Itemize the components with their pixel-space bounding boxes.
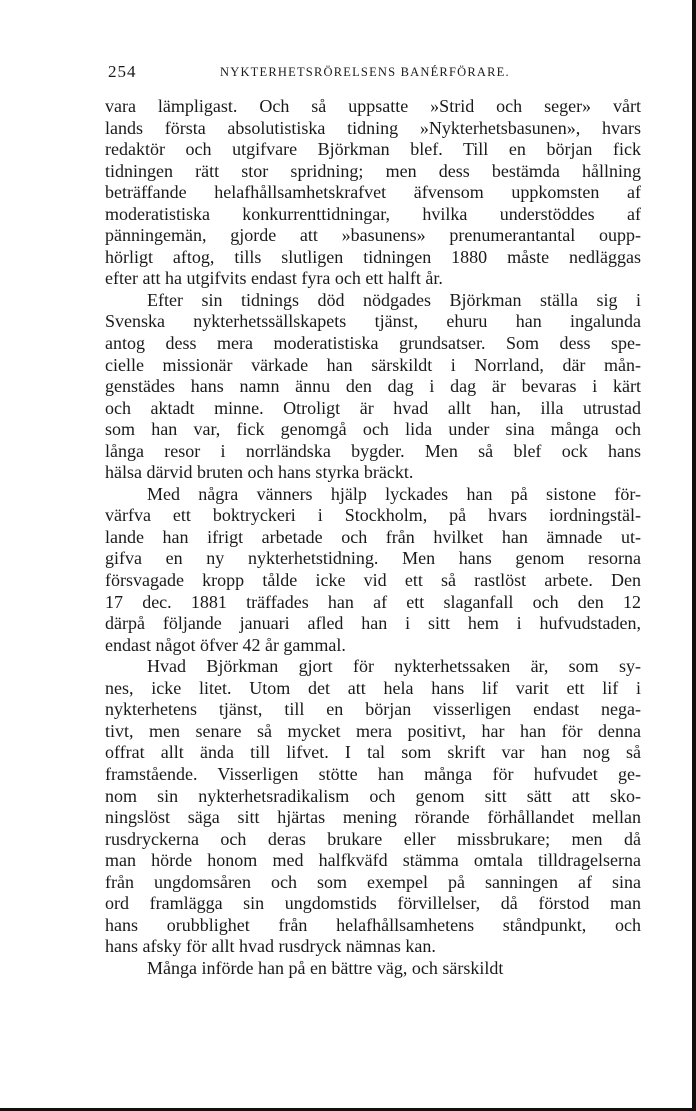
text-line: antog dess mera moderatistiska grundsatser. Som dess spe- — [105, 333, 641, 354]
text-line: nom sin nykterhetsradikalism och genom sitt sätt att sko- — [105, 785, 641, 806]
text-line: redaktör och utgifvare Björkman blef. Till en början fick — [105, 139, 641, 160]
text-line: vara lämpligast. Och så uppsatte »Strid och seger» vårt — [105, 96, 641, 116]
text-line: hans orubblighet från helafhållsamhetens ståndpunkt, och — [105, 914, 641, 935]
text-line: tidningen rätt stor spridning; men dess bestämda hållning — [105, 160, 641, 181]
text-line: man hörde honom med halfkväfd stämma omtala tilldragelserna — [105, 850, 641, 871]
text-line: långa resor i norrländska bygder. Men så blef ock hans — [105, 440, 641, 461]
text-line: offrat allt ända till lifvet. I tal som skrift var han nog så — [105, 742, 641, 763]
running-title: NYKTERHETSRÖRELSENS BANÉRFÖRARE. — [220, 65, 510, 79]
text-line: gifva en ny nykterhetstidning. Men hans genom resorna — [105, 548, 641, 569]
text-line: moderatistiska konkurrenttidningar, hvilka understöddes af — [105, 203, 641, 224]
text-line: framstående. Visserligen stötte han många för hufvudet ge- — [105, 763, 641, 784]
text-line: nes, icke litet. Utom det att hela hans lif varit ett lif i — [105, 677, 641, 698]
paragraph-start-line: Med några vänners hjälp lyckades han på sistone för- — [147, 483, 641, 504]
page-header — [108, 62, 640, 86]
text-line: genstädes hans namn ännu den dag i dag är bevaras i kärt — [105, 376, 641, 397]
text-line: cielle missionär värkade han särskildt i Norrland, där mån- — [105, 354, 641, 375]
text-line: och aktadt minne. Otroligt är hvad allt han, illa utrustad — [105, 397, 641, 418]
text-line: beträffande helafhållsamhetskrafvet äfvensom uppkomsten af — [105, 182, 641, 203]
page-edge-right — [692, 0, 696, 1111]
text-line: Svenska nykterhetssällskapets tjänst, ehuru han ingalunda — [105, 311, 641, 332]
text-line: hörligt aftog, tills slutligen tidningen 1880 måste nedläggas — [105, 246, 641, 267]
text-line: pänningemän, gjorde att »basunens» prenumerantantal oupp- — [105, 225, 641, 246]
text-line: ningslöst säga sitt hjärtas mening rörande förhållandet mellan — [105, 807, 641, 828]
paragraph-end-line: hälsa därvid bruten och hans styrka bräckt. — [105, 462, 414, 483]
text-line: rusdryckerna och deras brukare eller missbrukare; men då — [105, 828, 641, 849]
paragraph-end-line: efter att ha utgifvits endast fyra och ett halft år. — [105, 268, 443, 289]
text-line: därpå följande januari afled han i sitt hem i hufvudstaden, — [105, 613, 641, 634]
text-line: 17 dec. 1881 träffades han af ett slaganfall och den 12 — [105, 591, 641, 612]
text-line: lande han ifrigt arbetade och från hvilket han ämnade ut- — [105, 526, 641, 547]
text-line: tivt, men senare så mycket mera positivt, har han för denna — [105, 720, 641, 741]
paragraph-start-line: Hvad Björkman gjort för nykterhetssaken är, som sy- — [147, 656, 641, 677]
page-number: 254 — [108, 62, 137, 81]
text-line: nykterhetens tjänst, till en början visserligen endast nega- — [105, 699, 641, 720]
text-line: som han var, fick genomgå och lida under sina många och — [105, 419, 641, 440]
text-line: från ungdomsåren och som exempel på sanningen af sina — [105, 871, 641, 892]
paragraph-start-line: Efter sin tidnings död nödgades Björkman ställa sig i — [147, 289, 641, 310]
text-line: försvagade kropp tålde icke vid ett så rastlöst arbete. Den — [105, 570, 641, 591]
text-line: lands första absolutistiska tidning »Nykterhetsbasunen», hvars — [105, 117, 641, 138]
paragraph-end-line: hans afsky för allt hvad rusdryck nämnas kan. — [105, 936, 436, 957]
text-line: ord framlägga sin ungdomstids förvillelser, då förstod man — [105, 893, 641, 914]
paragraph-start-line: Många införde han på en bättre väg, och särskildt — [147, 957, 504, 978]
paragraph-end-line: endast något öfver 42 år gammal. — [105, 634, 346, 655]
text-line: värfva ett boktryckeri i Stockholm, på hvars iordningstäl- — [105, 505, 641, 526]
body-text — [105, 96, 641, 979]
